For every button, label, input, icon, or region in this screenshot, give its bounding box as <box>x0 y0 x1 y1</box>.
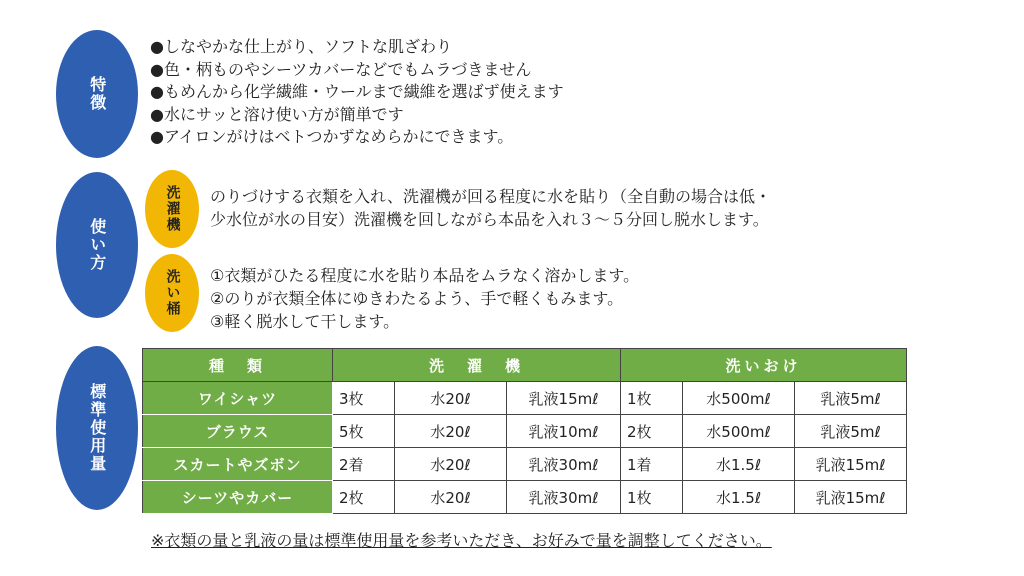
tub-instruction-line: ①衣類がひたる程度に水を貼り本品をムラなく溶かします。 <box>210 266 640 285</box>
washer-emulsion: 乳液10mℓ <box>507 415 621 448</box>
washer-method-oval <box>145 170 199 248</box>
feature-item: ●しなやかな仕上がり、ソフトな肌ざわり <box>150 37 452 56</box>
washer-instruction-line: のりづけする衣類を入れ、洗濯機が回る程度に水を貼り（全自動の場合は低・ <box>210 187 771 206</box>
header-washing-machine: 洗 濯 機 <box>333 349 621 382</box>
row-type: ワイシャツ <box>143 382 333 415</box>
tub-water: 水1.5ℓ <box>683 448 795 481</box>
tub-emulsion: 乳液5mℓ <box>795 415 907 448</box>
table-row <box>143 415 907 448</box>
washer-qty: 2着 <box>333 448 395 481</box>
washer-qty: 5枚 <box>333 415 395 448</box>
features-list <box>150 36 564 149</box>
tub-method-label: 洗い桶 <box>164 269 181 317</box>
table-row <box>143 481 907 514</box>
features-section-oval <box>56 30 138 158</box>
tub-qty: 1枚 <box>621 382 683 415</box>
tub-emulsion: 乳液15mℓ <box>795 481 907 514</box>
tub-water: 水500mℓ <box>683 415 795 448</box>
tub-emulsion: 乳液15mℓ <box>795 448 907 481</box>
usage-section-label: 使い方 <box>87 218 107 272</box>
standard-usage-section-label: 標準使用量 <box>87 383 107 473</box>
row-type: ブラウス <box>143 415 333 448</box>
washer-water: 水20ℓ <box>395 415 507 448</box>
standard-usage-section-oval <box>56 346 138 510</box>
feature-item: ●もめんから化学繊維・ウールまで繊維を選ばず使えます <box>150 82 564 101</box>
standard-usage-table <box>142 348 907 514</box>
washer-qty: 3枚 <box>333 382 395 415</box>
table-row <box>143 382 907 415</box>
feature-item: ●アイロンがけはベトつかずなめらかにできます。 <box>150 127 514 146</box>
washer-instructions <box>210 185 771 231</box>
header-type: 種 類 <box>143 349 333 382</box>
tub-method-oval <box>145 254 199 332</box>
tub-instruction-line: ②のりが衣類全体にゆきわたるよう、手で軽くもみます。 <box>210 289 624 308</box>
washer-emulsion: 乳液15mℓ <box>507 382 621 415</box>
tub-instructions <box>210 264 639 333</box>
table-header-row <box>143 349 907 382</box>
tub-qty: 2枚 <box>621 415 683 448</box>
table-row <box>143 448 907 481</box>
washer-water: 水20ℓ <box>395 481 507 514</box>
tub-water: 水1.5ℓ <box>683 481 795 514</box>
tub-qty: 1着 <box>621 448 683 481</box>
washer-instruction-line: 少水位が水の目安）洗濯機を回しながら本品を入れ３～５分回し脱水します。 <box>210 210 769 229</box>
washer-water: 水20ℓ <box>395 382 507 415</box>
washer-qty: 2枚 <box>333 481 395 514</box>
usage-note: ※衣類の量と乳液の量は標準使用量を参考いただき、お好みで量を調整してください。 <box>151 531 772 550</box>
tub-water: 水500mℓ <box>683 382 795 415</box>
washer-water: 水20ℓ <box>395 448 507 481</box>
row-type: シーツやカバー <box>143 481 333 514</box>
feature-item: ●色・柄ものやシーツカバーなどでもムラづきません <box>150 59 532 79</box>
features-section-label: 特徴 <box>87 76 107 112</box>
tub-qty: 1枚 <box>621 481 683 514</box>
washer-emulsion: 乳液30mℓ <box>507 448 621 481</box>
washer-method-label: 洗濯機 <box>164 185 181 233</box>
row-type: スカートやズボン <box>143 448 333 481</box>
tub-emulsion: 乳液5mℓ <box>795 382 907 415</box>
usage-section-oval <box>56 172 138 318</box>
washer-emulsion: 乳液30mℓ <box>507 481 621 514</box>
tub-instruction-line: ③軽く脱水して干します。 <box>210 312 400 331</box>
feature-item: ●水にサッと溶け使い方が簡単です <box>150 104 404 124</box>
header-wash-tub: 洗いおけ <box>621 349 907 382</box>
